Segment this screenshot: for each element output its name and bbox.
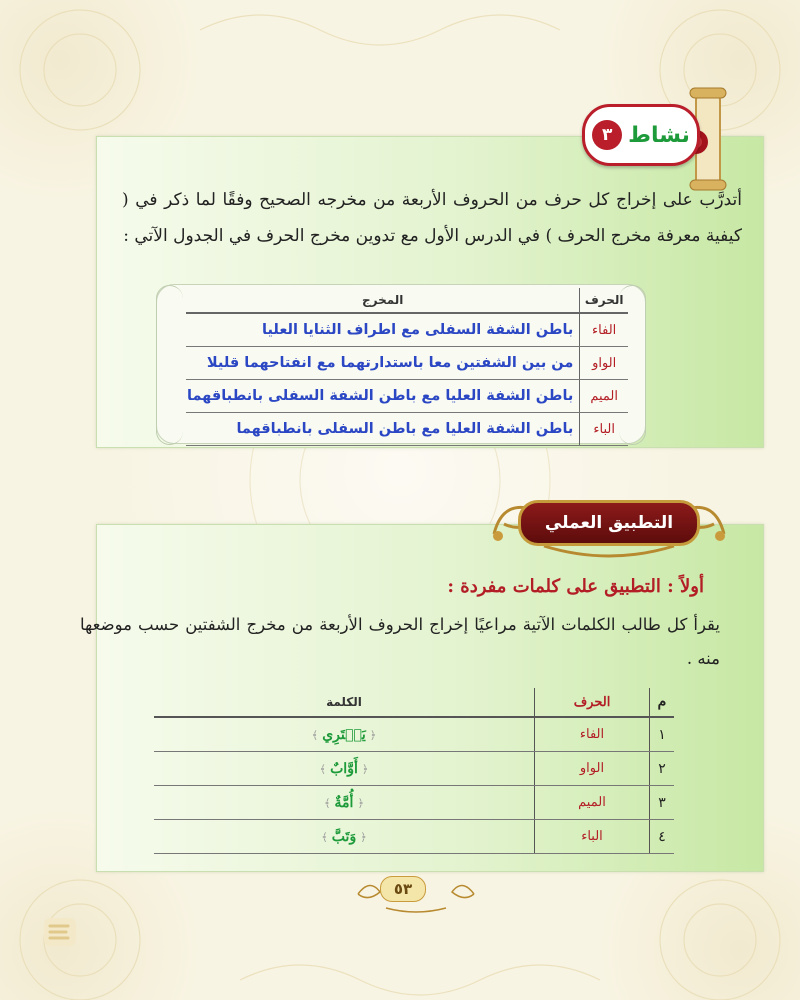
activity-instructions: أتدرَّب على إخراج كل حرف من الحروف الأربعة من مخرجه الصحيح وفقًا لما ذكر في ( كيفية معرفة مخرج الحرف ) في الدرس الأول مع تدوين مخرج الحرف في الجدول الآتي : (122, 190, 742, 246)
bracket-open: ﴿ (361, 762, 369, 776)
activity-number: ٣ (592, 120, 622, 150)
letter-cell: الفاء (580, 313, 628, 347)
table-header-num: م (650, 688, 675, 717)
table-row (186, 413, 628, 446)
page-number: ٥٣ (380, 876, 426, 902)
table-row (186, 313, 628, 347)
letter-cell: الباء (535, 820, 650, 854)
bracket-close: ﴾ (321, 830, 328, 844)
words-table (154, 688, 674, 854)
row-number: ١ (650, 717, 675, 752)
word-cell (154, 717, 535, 752)
place-answer[interactable]: باطن الشفة العليا مع باطن السفلى بانطباقهما (186, 413, 580, 446)
table-header-letter: الحرف (580, 288, 628, 313)
table-header-letter: الحرف (535, 688, 650, 717)
bracket-open: ﴿ (369, 728, 377, 742)
table-row (186, 347, 628, 380)
table-header-place: المخرج (186, 288, 580, 313)
table-header-word: الكلمة (154, 688, 535, 717)
letter-cell: الميم (535, 786, 650, 820)
row-number: ٣ (650, 786, 675, 820)
bracket-open: ﴿ (360, 830, 367, 844)
bracket-open: ﴿ (357, 796, 364, 810)
quran-word: وَتَبَّ (331, 828, 357, 845)
word-cell (154, 820, 535, 854)
quran-word: يَفۡتَرِي (322, 726, 366, 743)
letter-cell: الفاء (535, 717, 650, 752)
activity-badge (582, 104, 700, 166)
place-answer[interactable]: من بين الشفتين معا باستدارتهما مع انفتاحهما قليلا (186, 347, 580, 380)
quran-word: أُمَّةٌ (334, 794, 354, 811)
activity-label: نشاط (628, 122, 690, 148)
publisher-logo-icon (42, 916, 78, 948)
quran-word: أَوَّابٌ (330, 760, 358, 777)
letter-cell: الميم (580, 380, 628, 413)
place-answer[interactable]: باطن الشفة العليا مع باطن الشفة السفلى بانطباقهما (186, 380, 580, 413)
bracket-close: ﴾ (311, 728, 319, 742)
place-answer[interactable]: باطن الشفة السفلى مع اطراف الثنايا العليا (186, 313, 580, 347)
section-banner: التطبيق العملي (518, 500, 700, 546)
table-row (186, 380, 628, 413)
articulation-table (186, 288, 628, 446)
row-number: ٢ (650, 752, 675, 786)
table-row (154, 717, 674, 752)
table-row (154, 786, 674, 820)
table-row (154, 752, 674, 786)
word-cell (154, 752, 535, 786)
letter-cell: الباء (580, 413, 628, 446)
bracket-close: ﴾ (319, 762, 327, 776)
bracket-close: ﴾ (324, 796, 331, 810)
letter-cell: الواو (535, 752, 650, 786)
row-number: ٤ (650, 820, 675, 854)
word-cell (154, 786, 535, 820)
section-heading: أولاً : التطبيق على كلمات مفردة : (447, 576, 704, 597)
letter-cell: الواو (580, 347, 628, 380)
section-instructions: يقرأ كل طالب الكلمات الآتية مراعيًا إخراج الحروف الأربعة من مخرج الشفتين حسب موضعها منه . (80, 615, 720, 668)
table-row (154, 820, 674, 854)
